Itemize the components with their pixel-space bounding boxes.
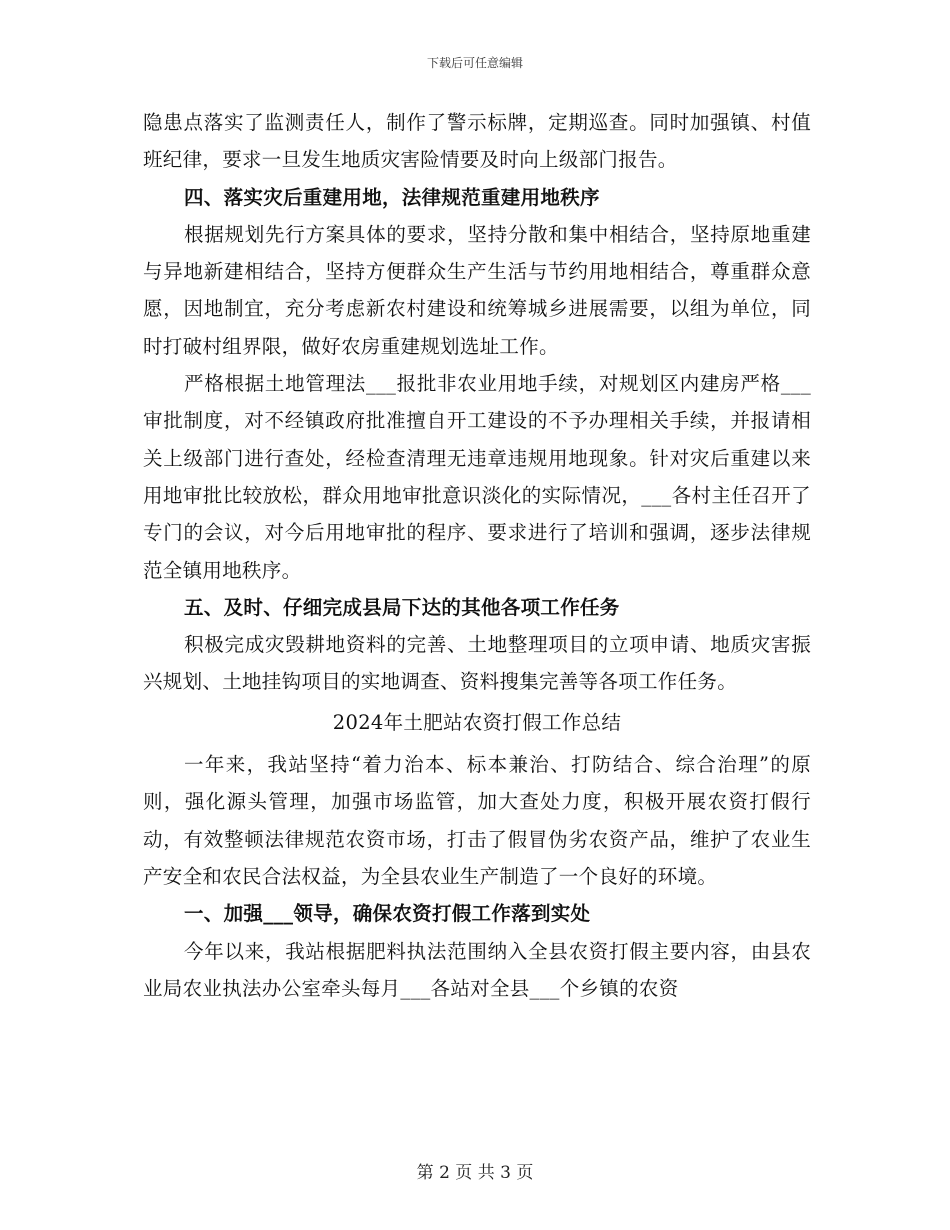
paragraph-hazard-monitoring: 隐患点落实了监测责任人，制作了警示标牌，定期巡查。同时加强镇、村值班纪律，要求一旦发生地质灾害险情要及时向上级部门报告。 [143, 111, 811, 172]
paragraph-other-tasks: 积极完成灾毁耕地资料的完善、土地整理项目的立项申请、地质灾害振兴规划、土地挂钩项目的实地调查、资料搜集完善等各项工作任务。 [143, 633, 811, 694]
document-title: 2024年土肥站农资打假工作总结 [332, 710, 622, 734]
paragraph-land-law: 严格根据土地管理法___报批非农业用地手续，对规划区内建房严格___审批制度，对不经镇政府批准擅自开工建设的不予办理相关手续，并报请相关上级部门进行查处，经检查清理无违章违规用地现象。针对灾后重建以来用地审批比较放松，群众用地审批意识淡化的实际情况，___各村主任召开了专门的会议，对今后用地审批的程序、要求进行了培训和强调，逐步法律规范全镇用地秩序。 [143, 372, 811, 582]
document-body [143, 104, 811, 1007]
page-header: 下载后可任意编辑 [426, 56, 523, 70]
section-heading-4: 四、落实灾后重建用地，法律规范重建用地秩序 [184, 185, 600, 209]
section-heading-5: 五、及时、仔细完成县局下达的其他各项工作任务 [184, 595, 620, 619]
page-footer: 第 2 页 共 3 页 [416, 1163, 534, 1183]
paragraph-summary-intro: 一年来，我站坚持“着力治本、标本兼治、打防结合、综合治理”的原则，强化源头管理，加强市场监管，加大查处力度，积极开展农资打假行动，有效整顿法律规范农资市场，打击了假冒伪劣农资产品，维护了农业生产安全和农民合法权益，为全县农业生产制造了一个良好的环境。 [143, 753, 811, 888]
paragraph-this-year: 今年以来，我站根据肥料执法范围纳入全县农资打假主要内容，由县农业局农业执法办公室牵头每月___各站对全县___个乡镇的农资 [143, 939, 811, 1000]
paragraph-rebuild-planning: 根据规划先行方案具体的要求，坚持分散和集中相结合，坚持原地重建与异地新建相结合，坚持方便群众生产生活与节约用地相结合，尊重群众意愿，因地制宜，充分考虑新农村建设和统筹城乡进展需要，以组为单位，同时打破村组界限，做好农房重建规划选址工作。 [143, 222, 811, 358]
section-heading-1: 一、加强___领导，确保农资打假工作落到实处 [184, 902, 591, 926]
